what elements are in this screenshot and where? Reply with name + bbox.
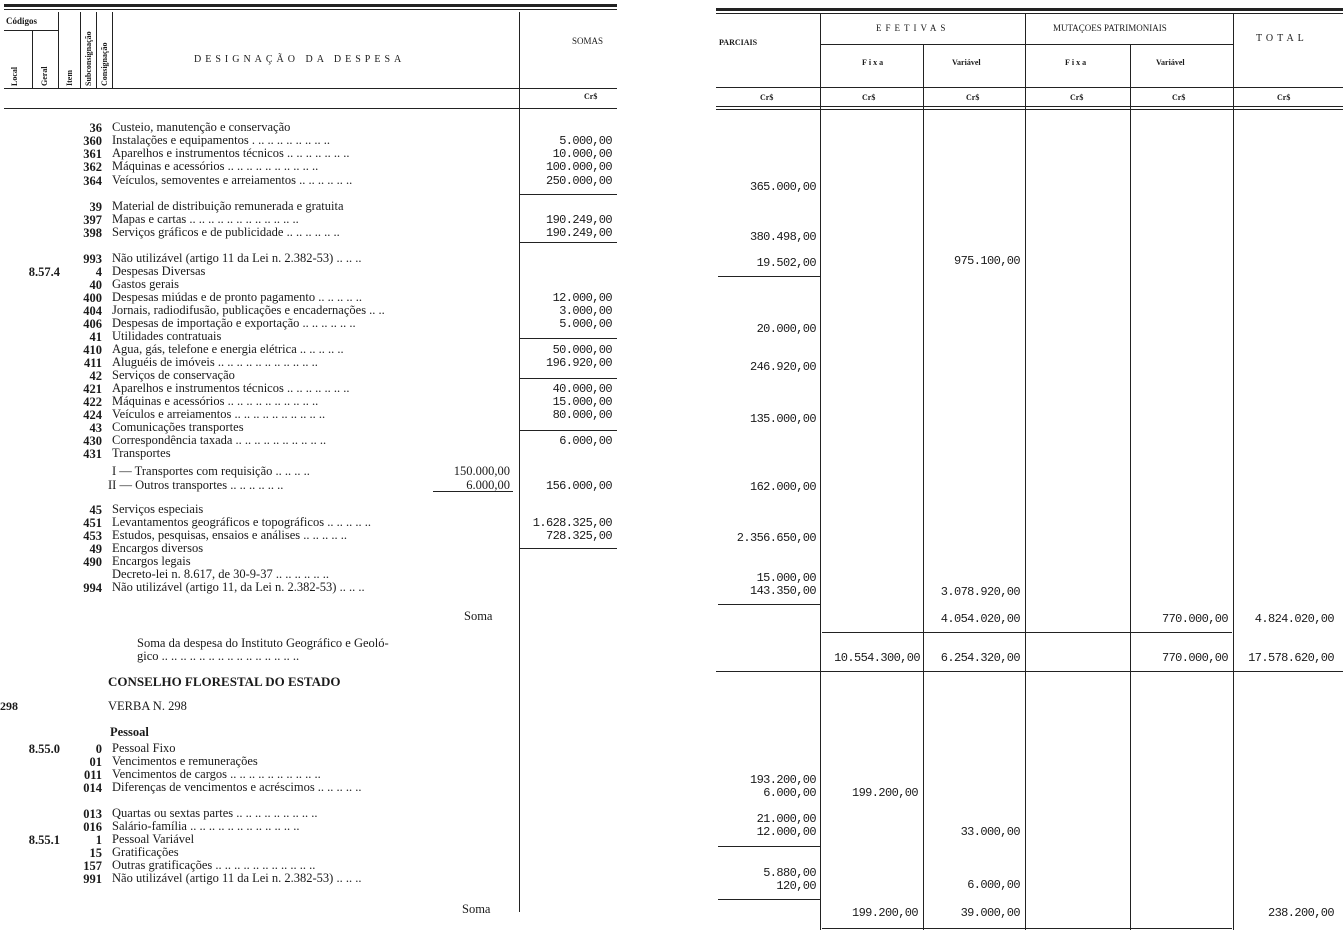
cr-fixa: Cr$: [862, 93, 876, 102]
currency-label: Cr$: [584, 92, 598, 101]
total-label: TOTAL: [1256, 33, 1308, 44]
variavel-975: 975.100,00: [953, 254, 1020, 268]
expense-description: Encargos diversos: [112, 542, 204, 555]
item-code: 421: [83, 382, 102, 396]
expense-description: Máquinas e acessórios .. .. .. .. .. .. .. .. .. ..: [112, 395, 319, 408]
expense-description: Encargos legais: [112, 555, 191, 568]
expense-description: Serviços de conservação: [112, 369, 235, 382]
item-code: 991: [83, 872, 102, 886]
transporte-1-label: I — Transportes com requisição .. .. .. ..: [112, 464, 310, 478]
subtotal-rule: [519, 338, 617, 339]
parcial-value: 15.000,00: [756, 571, 816, 585]
expense-description: Diferenças de vencimentos e acréscimos .. .. .. .. ..: [112, 781, 362, 794]
soma2-variavel: 39.000,00: [960, 906, 1020, 920]
soma2-fixa: 199.200,00: [851, 906, 918, 920]
header-rule: [716, 87, 1343, 88]
item-code: 157: [83, 859, 102, 873]
expense-description: Serviços gráficos e de publicidade .. .. .. .. .. ..: [112, 226, 340, 239]
item-code: 993: [83, 252, 102, 266]
col-divider: [112, 12, 113, 88]
expense-amount: 100.000,00: [545, 160, 612, 174]
parcial-value: 12.000,00: [756, 825, 816, 839]
expense-description: Despesas de importação e exportação .. .. .. .. .. ..: [112, 317, 356, 330]
parcial-value: 2.356.650,00: [736, 531, 816, 545]
parcial-value: 20.000,00: [756, 322, 816, 336]
despesa-mut-variavel: 770.000,00: [1161, 651, 1228, 665]
parcial-value: 162.000,00: [749, 480, 816, 494]
local-code: 8.55.0: [28, 742, 60, 756]
expense-description: Pessoal Fixo: [112, 742, 176, 755]
fixa2-label: Fixa: [1065, 58, 1089, 67]
col-divider: [820, 14, 821, 930]
parcial-rule: [718, 846, 820, 847]
item-code: 1: [95, 833, 102, 847]
col-divider: [58, 12, 59, 88]
local-code: 8.55.1: [28, 833, 60, 847]
col-divider: [96, 12, 97, 88]
local-code: 8.57.4: [28, 265, 60, 279]
item-code: 0: [95, 742, 102, 756]
top-rule: [4, 4, 617, 7]
parcial-value: 193.200,00: [749, 773, 816, 787]
expense-description: Despesas Diversas: [112, 265, 206, 278]
parcial-value: 5.880,00: [763, 866, 816, 880]
expense-description: Outras gratificações .. .. .. .. .. .. .. .. .. .. ..: [112, 859, 316, 872]
item-code: 361: [83, 147, 102, 161]
item-code: 40: [89, 278, 102, 292]
item-code: 43: [89, 421, 102, 435]
item-code: 400: [83, 291, 102, 305]
item-code: 398: [83, 226, 102, 240]
expense-description: Veículos, semoventes e arreiamentos .. .. .. .. .. ..: [112, 174, 353, 187]
subtotal-rule: [519, 548, 617, 549]
parcial-rule: [718, 276, 820, 277]
subconsignacao-label: Subconsignação: [84, 31, 93, 86]
expense-description: Agua, gás, telefone e energia elétrica .. .. .. .. ..: [112, 343, 344, 356]
expense-description: Utilidades contratuais: [112, 330, 222, 343]
expense-amount: 15.000,00: [552, 395, 612, 409]
expense-description: Levantamentos geográficos e topográficos .. .. .. .. ..: [112, 516, 371, 529]
item-code: 362: [83, 160, 102, 174]
item-code: 430: [83, 434, 102, 448]
header-rule-3: [716, 109, 1343, 110]
col-divider: [1233, 14, 1234, 930]
designacao-label: DESIGNAÇÃO DA DESPESA: [194, 54, 406, 65]
expense-amount: 6.000,00: [559, 434, 612, 448]
fixa-label: Fixa: [862, 58, 886, 67]
item-code: 490: [83, 555, 102, 569]
expense-amount: 3.000,00: [559, 304, 612, 318]
somas-label: SOMAS: [572, 36, 604, 46]
expense-description: Gastos gerais: [112, 278, 179, 291]
expense-amount: 728.325,00: [545, 529, 612, 543]
top-rule-thin: [716, 13, 1343, 14]
expense-description: Jornais, radiodifusão, publicações e encadernações .. ..: [112, 304, 385, 317]
fixa-199: 199.200,00: [851, 786, 918, 800]
expense-description: Material de distribuição remunerada e gratuita: [112, 200, 344, 213]
item-code: 45: [89, 503, 102, 517]
expense-amount: 5.000,00: [559, 134, 612, 148]
soma-2: Soma: [462, 902, 491, 916]
expense-description: Não utilizável (artigo 11 da Lei n. 2.382-53) .. .. ..: [112, 872, 362, 885]
expense-description: Estudos, pesquisas, ensaios e análises .. .. .. .. ..: [112, 529, 348, 542]
expense-amount: 10.000,00: [552, 147, 612, 161]
item-code: 404: [83, 304, 102, 318]
col-divider: [1130, 44, 1131, 930]
subtotal-rule: [519, 430, 617, 431]
codigos-label: Códigos: [6, 16, 38, 26]
despesa-fixa: 10.554.300,00: [834, 651, 920, 665]
parcial-value: 365.000,00: [749, 180, 816, 194]
expense-description: Vencimentos e remunerações: [112, 755, 258, 768]
subtotal-rule: [519, 378, 617, 379]
item-code: 453: [83, 529, 102, 543]
expense-amount: 5.000,00: [559, 317, 612, 331]
expense-description: Aluguéis de imóveis .. .. .. .. .. .. .. .. .. .. ..: [112, 356, 318, 369]
expense-description: Aparelhos e instrumentos técnicos .. .. .. .. .. .. ..: [112, 382, 350, 395]
item-code: 411: [83, 356, 102, 370]
item-label: Item: [65, 70, 74, 86]
codigos-rule: [4, 30, 58, 31]
item-code: 424: [83, 408, 102, 422]
amount-col-divider: [519, 12, 520, 912]
expense-description: Veículos e arreiamentos .. .. .. .. .. .. .. .. .. ..: [112, 408, 326, 421]
conselho-title: CONSELHO FLORESTAL DO ESTADO: [108, 674, 341, 689]
cr-variavel: Cr$: [966, 93, 980, 102]
expense-description: Despesas miúdas e de pronto pagamento .. .. .. .. ..: [112, 291, 362, 304]
expense-amount: 1.628.325,00: [532, 516, 612, 530]
expense-description: Instalações e equipamentos . .. .. .. .. .. .. .. ..: [112, 134, 331, 147]
soma-rule: [822, 632, 1232, 633]
top-rule: [716, 8, 1343, 11]
expense-amount: 190.249,00: [545, 226, 612, 240]
cr-parciais: Cr$: [760, 93, 774, 102]
item-code: 422: [83, 395, 102, 409]
item-code: 410: [83, 343, 102, 357]
transporte-2-label: II — Outros transportes .. .. .. .. .. ..: [108, 478, 284, 492]
top-rule-thin: [4, 9, 617, 10]
item-code: 41: [89, 330, 102, 344]
expense-description: Transportes: [112, 447, 171, 460]
expense-amount: 190.249,00: [545, 213, 612, 227]
parciais-label: PARCIAIS: [719, 38, 758, 47]
expense-description: Quartas ou sextas partes .. .. .. .. .. .. .. .. ..: [112, 807, 318, 820]
cr-total: Cr$: [1277, 93, 1291, 102]
expense-description: Pessoal Variável: [112, 833, 195, 846]
transportes-total: 156.000,00: [545, 479, 612, 493]
verba-code: 298: [0, 699, 18, 713]
item-code: 42: [89, 369, 102, 383]
item-code: 364: [83, 174, 102, 188]
item-code: 4: [95, 265, 102, 279]
expense-amount: 50.000,00: [552, 343, 612, 357]
expense-description: Salário-família .. .. .. .. .. .. .. .. .. .. .. ..: [112, 820, 300, 833]
item-code: 016: [83, 820, 102, 834]
item-code: 01: [89, 755, 102, 769]
expense-description: Máquinas e acessórios .. .. .. .. .. .. .. .. .. ..: [112, 160, 319, 173]
expense-description: Vencimentos de cargos .. .. .. .. .. .. .. .. .. ..: [112, 768, 321, 781]
variavel-33: 33.000,00: [960, 825, 1020, 839]
parcial-value: 143.350,00: [749, 584, 816, 598]
consignacao-label: Consignação: [100, 42, 109, 86]
mutacoes-label: MUTAÇOES PATRIMONIAIS: [1053, 23, 1167, 33]
parcial-value: 6.000,00: [763, 786, 816, 800]
item-code: 994: [83, 581, 102, 595]
efetivas-label: EFETIVAS: [876, 23, 950, 33]
soma-1: Soma: [464, 609, 493, 623]
transporte-1-value: 150.000,00: [453, 464, 510, 478]
item-code: 431: [83, 447, 102, 461]
verba-label: VERBA N. 298: [108, 699, 187, 713]
col-divider: [80, 12, 81, 88]
parcial-value: 19.502,00: [756, 256, 816, 270]
soma-despesa-line1: Soma da despesa do Instituto Geográfico e Geoló-: [137, 636, 389, 650]
expense-amount: 12.000,00: [552, 291, 612, 305]
col-divider: [32, 30, 33, 88]
soma1-total: 4.824.020,00: [1254, 612, 1334, 626]
variavel-label: Variável: [952, 58, 981, 67]
parcial-value: 380.498,00: [749, 230, 816, 244]
item-code: 360: [83, 134, 102, 148]
cr-fixa2: Cr$: [1070, 93, 1084, 102]
variavel-6: 6.000,00: [967, 878, 1020, 892]
item-code: 014: [83, 781, 102, 795]
subtotal-rule: [519, 194, 617, 195]
header-rule-2: [4, 108, 617, 109]
item-code: 36: [89, 121, 102, 135]
parcial-value: 246.920,00: [749, 360, 816, 374]
local-label: Local: [10, 66, 19, 86]
soma2-total: 238.200,00: [1267, 906, 1334, 920]
expense-description: Gratificações: [112, 846, 179, 859]
expense-amount: 196.920,00: [545, 356, 612, 370]
parcial-value: 135.000,00: [749, 412, 816, 426]
cr-variavel2: Cr$: [1172, 93, 1186, 102]
item-code: 406: [83, 317, 102, 331]
soma-rule: [716, 671, 1343, 672]
expense-description: Custeio, manutenção e conservação: [112, 121, 291, 134]
expense-amount: 40.000,00: [552, 382, 612, 396]
despesa-total: 17.578.620,00: [1248, 651, 1334, 665]
item-code: 397: [83, 213, 102, 227]
header-rule-2: [716, 106, 1343, 107]
item-code: 013: [83, 807, 102, 821]
soma-despesa-line2: gico .. .. .. .. .. .. .. .. .. .. .. .. .. .. ..: [137, 649, 300, 663]
item-code: 39: [89, 200, 102, 214]
expense-description: Aparelhos e instrumentos técnicos .. .. .. .. .. .. ..: [112, 147, 350, 160]
col-divider: [1025, 14, 1026, 930]
expense-description: Correspondência taxada .. .. .. .. .. .. .. .. .. ..: [112, 434, 327, 447]
parcial-rule: [718, 604, 820, 605]
expense-description: Comunicações transportes: [112, 421, 244, 434]
col-divider: [923, 44, 924, 930]
item-code: 49: [89, 542, 102, 556]
parcial-rule: [718, 899, 820, 900]
expense-description: Não utilizável (artigo 11, da Lei n. 2.382-53) .. .. ..: [112, 581, 365, 594]
header-rule: [4, 88, 617, 89]
expense-description: Serviços especiais: [112, 503, 204, 516]
soma1-variavel: 4.054.020,00: [940, 612, 1020, 626]
expense-amount: 80.000,00: [552, 408, 612, 422]
transporte-2-value: 6.000,00: [466, 478, 510, 492]
item-code: 15: [89, 846, 102, 860]
parcial-value: 21.000,00: [756, 812, 816, 826]
expense-description: Mapas e cartas .. .. .. .. .. .. .. .. .. .. .. ..: [112, 213, 299, 226]
variavel-3078: 3.078.920,00: [940, 585, 1020, 599]
soma1-mut-variavel: 770.000,00: [1161, 612, 1228, 626]
geral-label: Geral: [40, 66, 49, 86]
pessoal-heading: Pessoal: [110, 725, 149, 739]
soma-rule: [822, 928, 1232, 929]
despesa-variavel: 6.254.320,00: [940, 651, 1020, 665]
subtotal-rule: [519, 242, 617, 243]
parcial-value: 120,00: [776, 879, 816, 893]
subheader-rule: [821, 44, 1233, 45]
expense-description: Decreto-lei n. 8.617, de 30-9-37 .. .. .. .. .. ..: [112, 568, 329, 581]
variavel2-label: Variável: [1156, 58, 1185, 67]
item-code: 451: [83, 516, 102, 530]
item-code: 011: [83, 768, 102, 782]
expense-description: Não utilizável (artigo 11 da Lei n. 2.382-53) .. .. ..: [112, 252, 362, 265]
expense-amount: 250.000,00: [545, 174, 612, 188]
